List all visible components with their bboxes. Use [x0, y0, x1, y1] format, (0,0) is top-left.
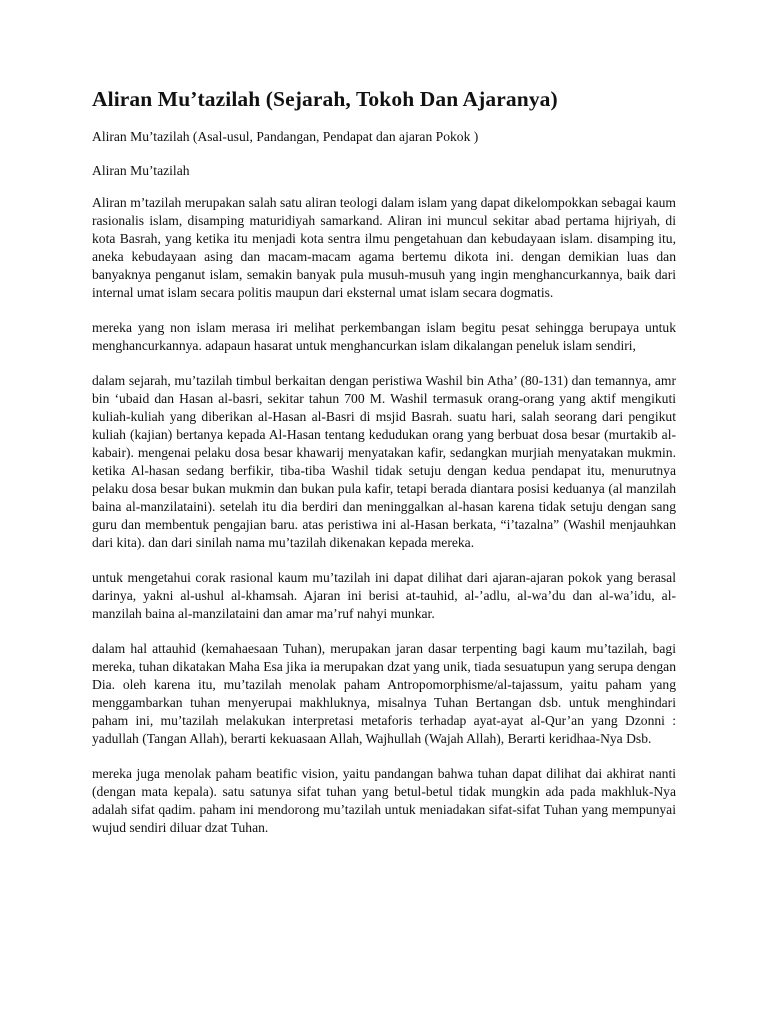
paragraph-origin: Aliran m’tazilah merupakan salah satu aliran teologi dalam islam yang dapat dikelompokkan sebagai kaum rasionalis islam, disamping maturidiyah samarkand. Aliran ini muncul sekitar abad pertama hijriyah, di kota Basrah, yang ketika itu menjadi kota sentra ilmu pengetahuan dan kebudayaan islam. disamping itu, aneka kebudayaan asing dan macam-macam agama bertemu dikota ini. dengan demikian luas dan banyaknya penganut islam, semakin banyak pula musuh-musuh yang ingin menghancurkannya, baik dari internal umat islam secara politis maupun dari eksternal umat islam secara dogmatis. — [92, 195, 676, 300]
document-subtitle: Aliran Mu’tazilah (Asal-usul, Pandangan, Pendapat dan ajaran Pokok ) — [92, 129, 479, 144]
paragraph-beatific-vision: mereka juga menolak paham beatific vision, yaitu pandangan bahwa tuhan dapat dilihat dai akhirat nanti (dengan mata kepala). satu satunya sifat tuhan yang betul-betul tidak mungkin ada pada makhluk-Nya adalah sifat qadim. paham ini mendorong mu’tazilah untuk meniadakan sifat-sifat Tuhan yang mempunyai wujud sendiri diluar dzat Tuhan. — [92, 766, 676, 835]
paragraph-enemies: mereka yang non islam merasa iri melihat perkembangan islam begitu pesat sehingga berupaya untuk menghancurkannya. adapaun hasarat untuk menghancurkan islam dikalangan peneluk islam sendiri, — [92, 320, 676, 353]
paragraph-tauhid: dalam hal attauhid (kemahaesaan Tuhan), merupakan jaran dasar terpenting bagi kaum mu’tazilah, bagi mereka, tuhan dikatakan Maha Esa jika ia merupakan dzat yang unik, tiada sesuatupun yang serupa dengan Dia. oleh karena itu, mu’tazilah menolak paham Antropomorphisme/al-tajassum, yaitu paham yang menggambarkan tuhan menyerupai makhluknya, misalnya Tuhan Bertangan dsb. untuk menghindari paham ini, mu’tazilah melakukan interpretasi metaforis terhadap ayat-ayat al-Qur’an yang Dzonni : yadullah (Tangan Allah), berarti kekuasaan Allah, Wajhullah (Wajah Allah), Berarti keridhaa-Nya Dsb. — [92, 641, 676, 746]
document-page — [92, 84, 676, 854]
paragraph-principles: untuk mengetahui corak rasional kaum mu’tazilah ini dapat dilihat dari ajaran-ajaran pokok yang berasal darinya, yakni al-ushul al-khamsah. Ajaran ini berisi at-tauhid, al-’adlu, al-wa’du dan al-wa’idu, al-manzilah baina al-manzilataini dan amar ma’ruf nahyi munkar. — [92, 570, 676, 621]
section-heading: Aliran Mu’tazilah — [92, 163, 190, 178]
paragraph-history: dalam sejarah, mu’tazilah timbul berkaitan dengan peristiwa Washil bin Atha’ (80-131) dan temannya, amr bin ‘ubaid dan Hasan al-basri, sekitar tahun 700 M. Washil termasuk orang-orang yang aktif mengikuti kuliah-kuliah yang diberikan al-Hasan al-Basri di msjid Basrah. suatu hari, salah seorang dari pengikut kuliah (kajian) bertanya kepada Al-Hasan tentang kedudukan orang yang berbuat dosa besar (murtakib al-kabair). mengenai pelaku dosa besar khawarij menyatakan kafir, sedangkan murjiah menyatakan mukmin. ketika Al-hasan sedang berfikir, tiba-tiba Washil tidak setuju dengan kedua pendapat itu, menurutnya pelaku dosa besar bukan mukmin dan bukan pula kafir, tetapi berada diantara posisi keduanya (al manzilah baina al-manzilataini). setelah itu dia berdiri dan meninggalkan al-hasan karena tidak setuju dengan sang guru dan membentuk pengajian baru. atas peristiwa ini al-Hasan berkata, “i’tazalna” (Washil menjauhkan dari kita). dan dari sinilah nama mu’tazilah dikenakan kepada mereka. — [92, 373, 676, 550]
document-title: Aliran Mu’tazilah (Sejarah, Tokoh Dan Ajaranya) — [92, 87, 558, 111]
